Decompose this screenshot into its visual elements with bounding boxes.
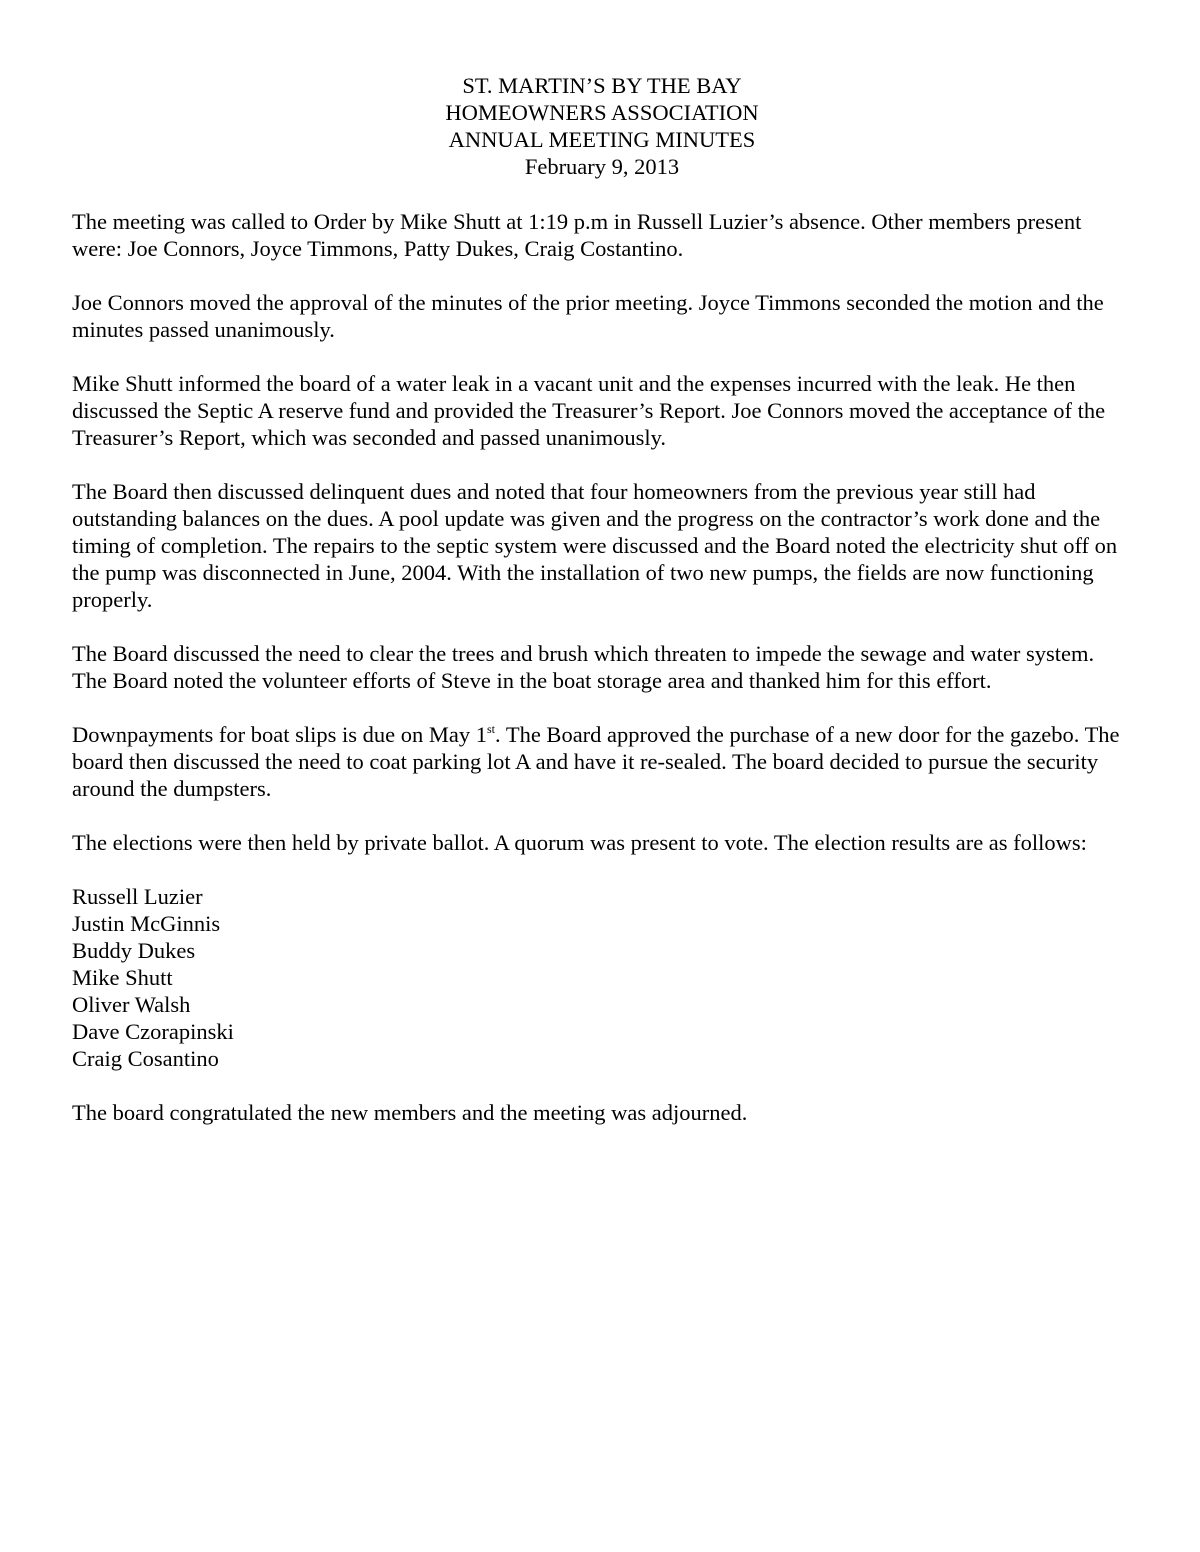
dues-and-repairs-paragraph: The Board then discussed delinquent dues and noted that four homeowners from the previous year still had outstanding balances on the dues. A pool update was given and the progress on the contractor’s work done and the timing of completion. The repairs to the septic system were discussed and the Board noted the electricity shut off on the pump was disconnected in June, 2004. With the installation of two new pumps, the fields are now functioning properly. (72, 479, 1118, 612)
document-page (72, 72, 1132, 1153)
closing-paragraph: The board congratulated the new members and the meeting was adjourned. (72, 1100, 748, 1125)
list-item: Dave Czorapinski (72, 1019, 234, 1044)
minutes-approval-paragraph: Joe Connors moved the approval of the minutes of the prior meeting. Joyce Timmons seconded the motion and the minutes passed unanimously. (72, 290, 1104, 342)
association-type: HOMEOWNERS ASSOCIATION (445, 100, 759, 125)
list-item: Oliver Walsh (72, 992, 191, 1017)
call-to-order-paragraph: The meeting was called to Order by Mike Shutt at 1:19 p.m in Russell Luzier’s absence. Other members present were: Joe Connors, Joyce Timmons, Patty Dukes, Craig Costantino. (72, 209, 1082, 261)
list-item: Craig Cosantino (72, 1046, 219, 1071)
treasurer-report-paragraph: Mike Shutt informed the board of a water leak in a vacant unit and the expenses incurred with the leak. He then discussed the Septic A reserve fund and provided the Treasurer’s Report. Joe Connors moved the acceptance of the Treasurer’s Report, which was seconded and passed unanimously. (72, 371, 1106, 450)
trees-and-volunteer-paragraph: The Board discussed the need to clear the trees and brush which threaten to impede the sewage and water system. The Board noted the volunteer efforts of Steve in the boat storage area and thanked him for this effort. (72, 641, 1095, 693)
boat-slips-paragraph (72, 721, 1132, 802)
list-item: Russell Luzier (72, 884, 203, 909)
list-item: Mike Shutt (72, 965, 173, 990)
list-item: Justin McGinnis (72, 911, 221, 936)
elected-members-list (72, 883, 1132, 1072)
document-heading (72, 72, 1132, 180)
association-name: ST. MARTIN’S BY THE BAY (462, 73, 742, 98)
document-title: ANNUAL MEETING MINUTES (448, 127, 756, 152)
elections-paragraph: The elections were then held by private ballot. A quorum was present to vote. The election results are as follows: (72, 830, 1087, 855)
ordinal-suffix: st (486, 721, 495, 736)
boat-slips-text-end: . The Board approved the purchase of a new door for the gazebo. The board then discussed the need to coat parking lot A and have it re-sealed. The board decided to pursue the security around the dumpsters. (72, 722, 1120, 801)
boat-slips-text-start: Downpayments for boat slips is due on May 1 (72, 722, 487, 747)
meeting-date: February 9, 2013 (524, 154, 680, 179)
list-item: Buddy Dukes (72, 938, 196, 963)
